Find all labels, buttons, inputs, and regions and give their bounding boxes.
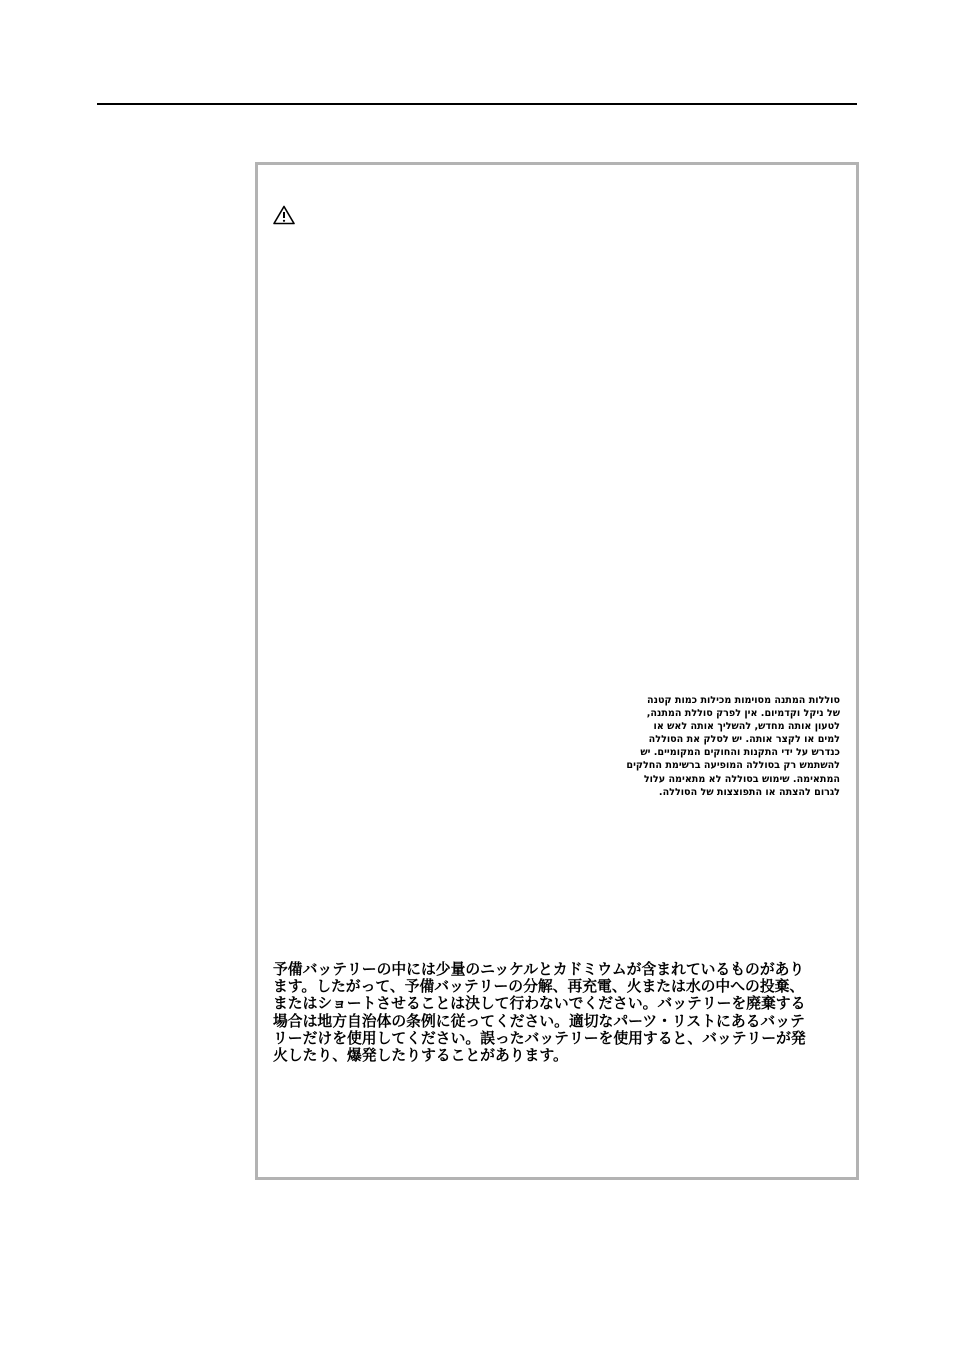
hebrew-line: להשתמש רק בסוללה המופיעה ברשימת החלקים: [626, 760, 840, 772]
hebrew-warning-text: [558, 694, 840, 799]
japanese-line: 予備バッテリーの中には少量のニッケルとカドミウムが含まれているものがあり: [273, 961, 805, 978]
hebrew-line: המתאימה. שימוש בסוללה לא מתאימה עלול: [643, 773, 840, 785]
japanese-line: リーだけを使用してください。誤ったバッテリーを使用すると、バッテリーが発: [273, 1029, 806, 1047]
japanese-line: ます。したがって、予備バッテリーの分解、再充電、火または水の中への投棄、: [273, 978, 805, 996]
hebrew-line: לגרום להצתה או התפוצצות של הסוללה.: [658, 786, 840, 798]
battery-warning-box: [255, 162, 859, 1180]
header-rule: [97, 103, 857, 105]
hebrew-line: סוללות המתנה מסוימות מכילות כמות קטנה: [647, 695, 840, 706]
japanese-line: 火したり、爆発したりすることがあります。: [273, 1047, 568, 1065]
warning-triangle-icon: [273, 205, 295, 225]
hebrew-line: של ניקל וקדמיום. אין לפרק סוללת המתנה,: [646, 708, 840, 720]
hebrew-line: לטעון אותה מחדש, להשליך אותה לאש או: [653, 721, 840, 733]
japanese-line: またはショートさせることは決して行わないでください。バッテリーを廃棄する: [273, 995, 806, 1013]
japanese-line: 場合は地方自治体の条例に従ってください。適切なパーツ・リストにあるバッテ: [273, 1012, 805, 1030]
hebrew-line: כנדרש על ידי התקנות והחוקים המקומיים. יש: [640, 747, 840, 759]
japanese-warning-text: [273, 961, 843, 1064]
hebrew-line: למים או לקצר אותה. יש לסלק את הסוללה: [648, 734, 840, 746]
